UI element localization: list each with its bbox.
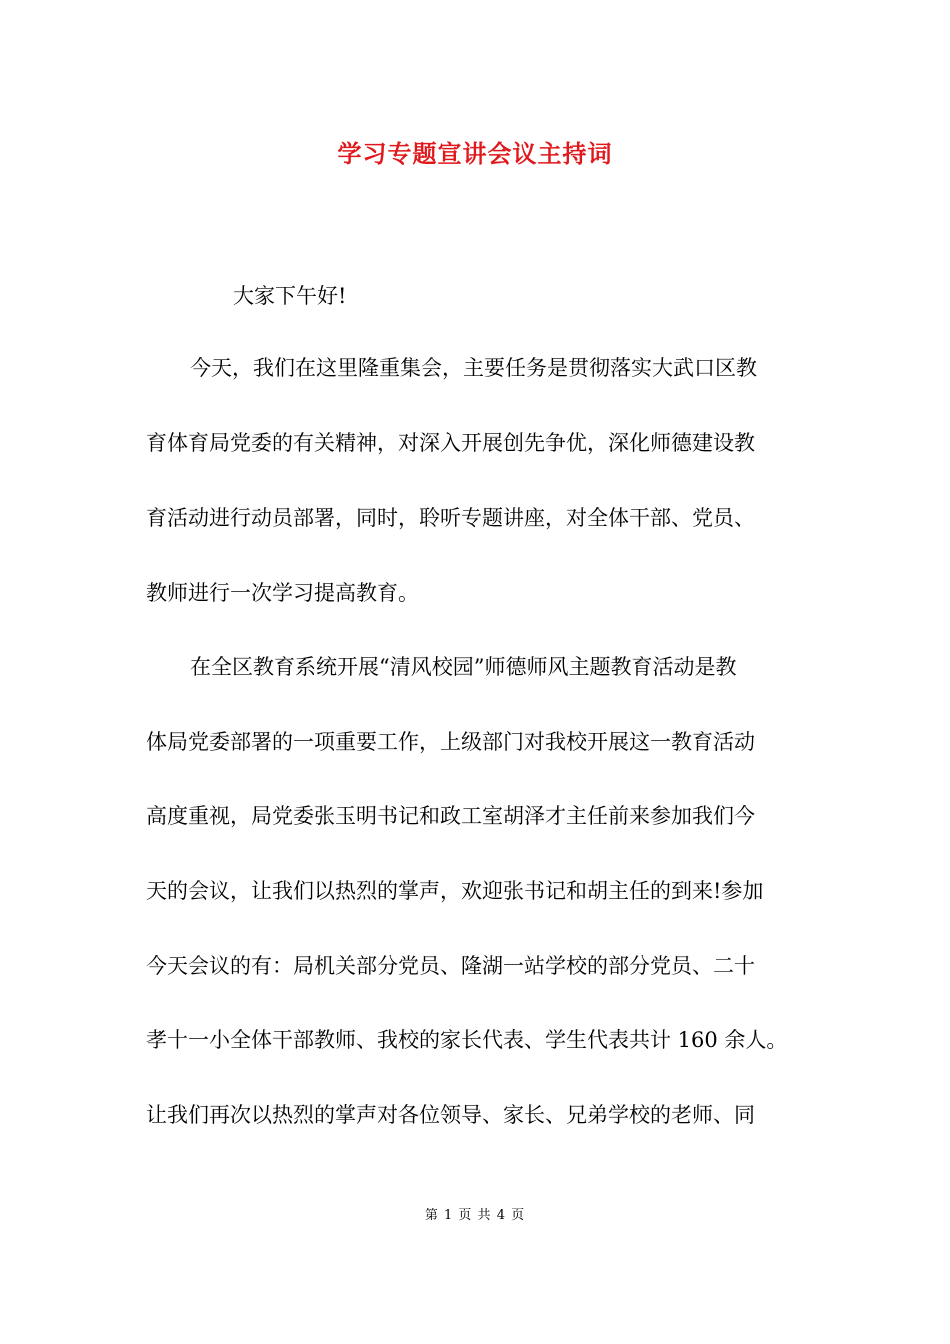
- page-number-footer: 第 1 页 共 4 页: [424, 1208, 526, 1223]
- paragraph-line: 育活动进行动员部署，同时，聆听专题讲座，对全体干部、党员、: [146, 506, 755, 530]
- paragraph-line: 今天，我们在这里隆重集会，主要任务是贯彻落实大武口区教: [190, 356, 757, 380]
- paragraph-line: 在全区教育系统开展“清风校园”师德师风主题教育活动是教: [190, 655, 737, 679]
- paragraph-line: 教师进行一次学习提高教育。: [146, 581, 419, 605]
- paragraph-line: 今天会议的有：局机关部分党员、隆湖一站学校的部分党员、二十: [146, 954, 755, 978]
- paragraph-line: 孝十一小全体干部教师、我校的家长代表、学生代表共计 160 余人。: [146, 1028, 788, 1052]
- document-title: 学习专题宣讲会议主持词: [337, 139, 613, 168]
- paragraph-line: 让我们再次以热烈的掌声对各位领导、家长、兄弟学校的老师、同: [146, 1103, 755, 1127]
- paragraph-line: 天的会议，让我们以热烈的掌声，欢迎张书记和胡主任的到来!参加: [146, 879, 764, 903]
- paragraph-line: 育体育局党委的有关精神，对深入开展创先争优，深化师德建设教: [146, 431, 755, 455]
- paragraph-line: 体局党委部署的一项重要工作，上级部门对我校开展这一教育活动: [146, 730, 755, 754]
- paragraph-line: 高度重视，局党委张玉明书记和政工室胡泽才主任前来参加我们今: [146, 804, 755, 828]
- greeting-text: 大家下午好!: [233, 284, 347, 308]
